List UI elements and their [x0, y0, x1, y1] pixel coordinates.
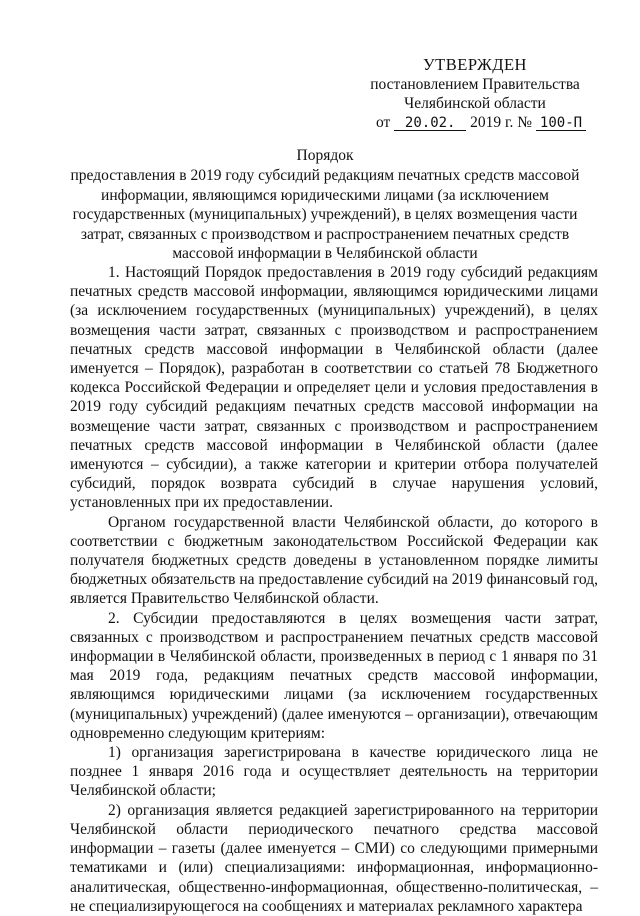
document-body — [70, 263, 598, 916]
paragraph-3: 2. Субсидии предоставляются в целях возмещения части затрат, связанных с производством и распространением печатных средств массовой информации в Челябинской области, произведенных в период с 1 января по 31 мая 2019 года, редакциям печатных средств массовой информации, являющимся юридическими лицами (за исключением государственных (муниципальных) учреждений) (далее именуются – организации), отвечающим одновременно следующим критериям: — [70, 609, 598, 742]
document-title — [70, 146, 580, 263]
title-subtitle: предоставления в 2019 году субсидий редакциям печатных средств массовой информации, являющимся юридическими лицами (за исключением государственных (муниципальных) учреждений), в целях возмещения части затрат, связанных с производством и распространением печатных средств массовой информации в Челябинской области — [70, 167, 580, 263]
year-number-label: 2019 г. № — [470, 114, 533, 131]
paragraph-5: 2) организация является редакцией зарегистрированного на территории Челябинской области периодического печатного средства массовой информации – газеты (далее именуется – СМИ) со следующими примерными тематиками и (или) специализациями: информационная, информационно-аналитическая, общественно-информационная, общественно-политическая, – не специализирующегося на сообщениях и материалах рекламного характера — [70, 801, 598, 915]
paragraph-1: 1. Настоящий Порядок предоставления в 2019 году субсидий редакциям печатных средств массовой информации, являющимся юридическими лицами (за исключением государственных (муниципальных) учреждений), в целях возмещения части затрат, связанных с производством и распространением печатных средств массовой информации в Челябинской области (далее именуется – Порядок), разработан в соответствии со статьей 78 Бюджетного кодекса Российской Федерации и определяет цели и условия предоставления в 2019 году субсидий редакциям печатных средств массовой информации на возмещение части затрат, связанных с производством и распространением печатных средств массовой информации в Челябинской области (далее именуются – субсидии), а также категории и критерии отбора получателей субсидий, порядок возврата субсидий в случае нарушения условий, установленных при их предоставлении. — [70, 264, 598, 512]
handwritten-number: 100-П — [536, 116, 586, 131]
date-prefix: от — [376, 114, 391, 131]
paragraph-2: Органом государственной власти Челябинской области, до которого в соответствии с бюджетным законодательством Российской Федерации как получателя бюджетных средств доведены в установленном порядке лимиты бюджетных обязательств на предоставление субсидий на 2019 финансовый год, является Правительство Челябинской области. — [70, 513, 598, 608]
approval-date-line — [360, 113, 590, 132]
handwritten-date: 20.02. — [394, 116, 466, 131]
approved-heading: УТВЕРЖДЕН — [423, 55, 527, 74]
title-heading: Порядок — [296, 147, 354, 164]
paragraph-4: 1) организация зарегистрирована в качестве юридического лица не позднее 1 января 2016 года и осуществляет деятельность на территории Челябинской области; — [70, 744, 598, 800]
approval-line-2: Челябинской области — [404, 95, 546, 112]
approval-stamp — [360, 55, 590, 132]
approval-line-1: постановлением Правительства — [370, 76, 580, 93]
